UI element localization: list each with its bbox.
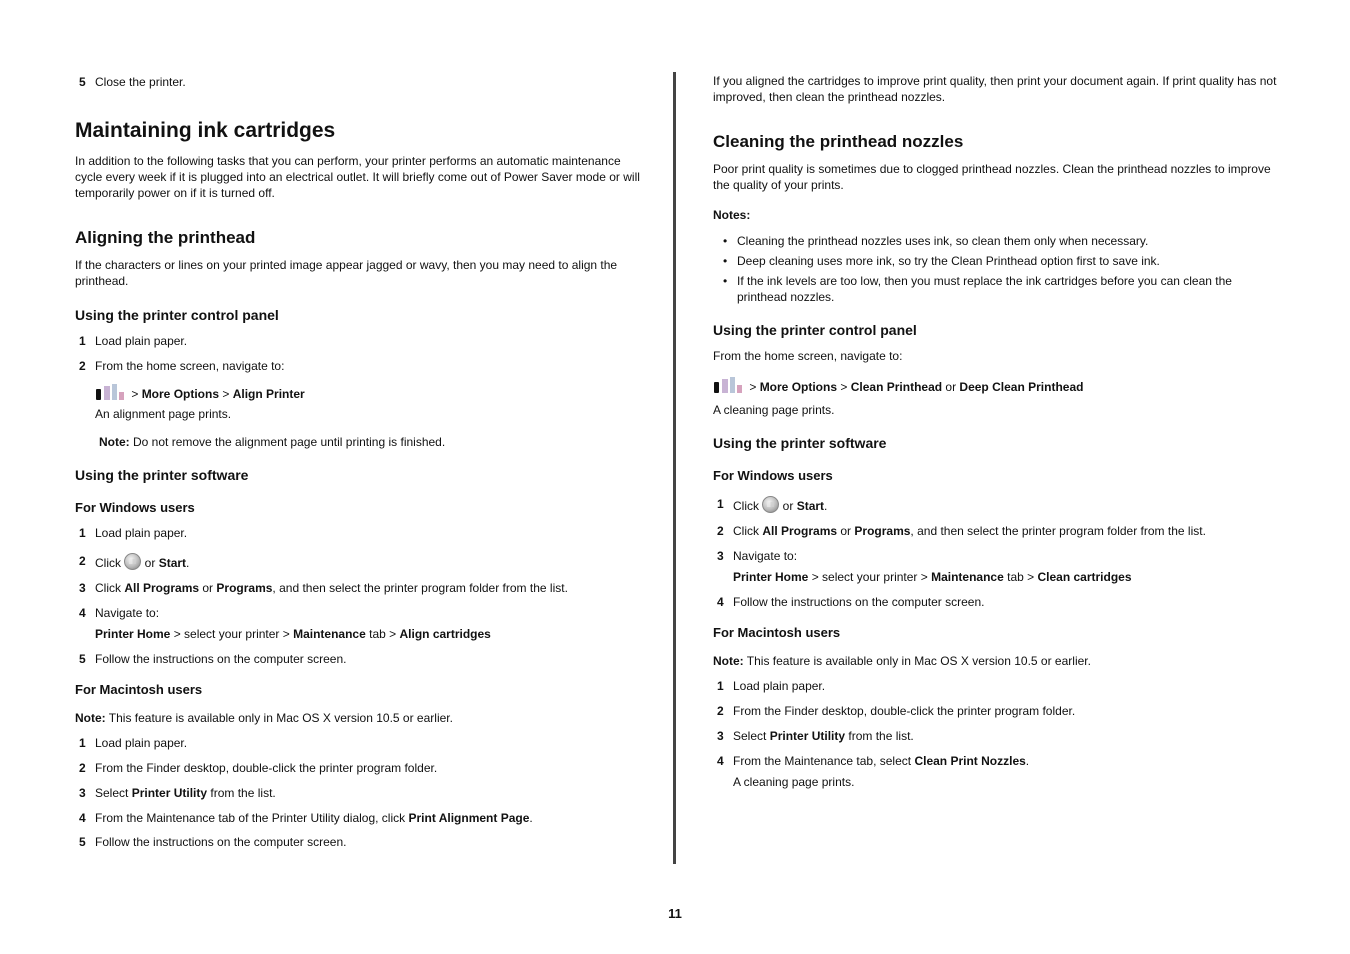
list-item <box>713 728 1278 744</box>
step-text: Load plain paper. <box>95 334 188 348</box>
text-run: This feature is available only in Mac OS X version 10.5 or earlier. <box>743 654 1091 668</box>
text-run: from the list. <box>207 786 276 800</box>
text-run: Programs <box>216 581 273 595</box>
notes-label: Notes: <box>713 208 751 222</box>
cleaning-intro: Poor print quality is sometimes due to clogged printhead nozzles. Clean the printhead nozzles to improve the quality of your prints. <box>713 162 1271 192</box>
text-run: 5 <box>79 835 86 849</box>
text-run: Start <box>796 499 825 513</box>
text-run: . <box>824 499 828 513</box>
text-run: Printer Utility <box>769 729 846 743</box>
column-divider <box>673 72 676 864</box>
text-run: Deep cleaning uses more ink, so try the Clean Printhead option first to save ink. <box>737 254 1160 268</box>
text-run: Follow the instructions on the computer screen. <box>733 595 985 609</box>
text-run: or <box>837 524 855 538</box>
text-run: 3 <box>717 729 724 743</box>
step-number: 2 <box>79 359 86 373</box>
navigation-path <box>713 569 1278 585</box>
text-run: . <box>529 811 533 825</box>
control-panel-ink-icon <box>713 376 743 398</box>
text-run: or <box>779 499 797 513</box>
text-run: 3 <box>79 786 86 800</box>
step-number: 5 <box>79 75 86 89</box>
list-item <box>75 553 640 571</box>
text-run: 1 <box>79 736 86 750</box>
note-text: Do not remove the alignment page until printing is finished. <box>129 435 446 449</box>
text-run: Align Printer <box>232 387 305 401</box>
list-item <box>75 785 640 801</box>
text-run: Follow the instructions on the computer screen. <box>95 835 347 849</box>
align-intro: If the characters or lines on your printed image appear jagged or wavy, then you may need to align the printhead. <box>75 258 618 288</box>
list-item <box>713 273 1278 305</box>
text-run: Navigate to: <box>733 549 798 563</box>
list-item <box>713 594 1278 610</box>
text-run: 1 <box>79 526 86 540</box>
text-run: If the ink levels are too low, then you must replace the ink cartridges before you can clean the printhead nozzles. <box>737 274 1232 304</box>
text-run: Select <box>733 729 770 743</box>
note <box>75 434 640 450</box>
text-run: 3 <box>717 549 724 563</box>
text-run: 4 <box>717 754 724 768</box>
text-run: Clean Print Nozzles <box>914 754 1026 768</box>
list-item <box>713 233 1278 249</box>
text-run: • <box>723 234 728 248</box>
text-run: Load plain paper. <box>95 526 188 540</box>
align-heading: Aligning the printhead <box>75 228 256 247</box>
text-run: Cleaning the printhead nozzles uses ink, so clean them only when necessary. <box>737 234 1149 248</box>
panel-heading: Using the printer control panel <box>713 322 917 338</box>
text-run: 4 <box>79 606 86 620</box>
list-item <box>75 333 640 349</box>
list-item <box>75 580 640 596</box>
text-run: 2 <box>79 761 86 775</box>
text-run: Click <box>733 499 763 513</box>
list-item <box>713 523 1278 539</box>
navigation-path <box>75 626 640 642</box>
text-run: > <box>746 380 760 394</box>
list-item <box>75 651 640 667</box>
step-close-printer <box>75 74 640 90</box>
text-run: from the list. <box>845 729 914 743</box>
text-run: More Options <box>141 387 220 401</box>
text-run: From the Finder desktop, double-click the printer program folder. <box>733 704 1076 718</box>
list-item <box>713 703 1278 719</box>
text-run: 3 <box>79 581 86 595</box>
step-text: From the home screen, navigate to: <box>95 359 285 373</box>
text-run: From the Maintenance tab of the Printer Utility dialog, click <box>95 811 409 825</box>
text-run: More Options <box>759 380 838 394</box>
text-run: Clean cartridges <box>1037 570 1132 584</box>
text-run: 1 <box>717 679 724 693</box>
text-run: tab > <box>365 627 400 641</box>
list-item <box>75 525 640 541</box>
text-run: Click <box>733 524 763 538</box>
text-run: > <box>128 387 142 401</box>
text-run: Printer Home <box>733 570 809 584</box>
intro-paragraph: If you aligned the cartridges to improve print quality, then print your document again. If print quality has not improved, then clean the printhead nozzles. <box>713 74 1277 104</box>
text-run: > select your printer > <box>170 627 294 641</box>
text-run: > select your printer > <box>808 570 932 584</box>
step-number: 1 <box>79 334 86 348</box>
section-intro: In addition to the following tasks that you can perform, your printer performs an automatic maintenance cycle every week if it is plugged into an electrical outlet. It will briefly come out of Power Saver mode or will temporarily power on if it is turned off. <box>75 154 640 200</box>
step-result: A cleaning page prints. <box>733 775 855 789</box>
software-heading: Using the printer software <box>713 435 887 451</box>
text-run: Start <box>158 556 187 570</box>
control-panel-ink-icon <box>95 383 125 405</box>
text-run: Load plain paper. <box>95 736 188 750</box>
text-run: Print Alignment Page <box>408 811 530 825</box>
list-item <box>75 834 640 850</box>
panel-intro: From the home screen, navigate to: <box>713 349 903 363</box>
mac-heading: For Macintosh users <box>75 682 203 697</box>
list-item <box>75 358 640 374</box>
page-number: 11 <box>668 906 682 921</box>
windows-heading: For Windows users <box>75 500 195 515</box>
text-run: Click <box>95 556 125 570</box>
text-run: . <box>186 556 190 570</box>
windows-heading: For Windows users <box>713 468 833 483</box>
note <box>75 710 640 726</box>
cleaning-heading: Cleaning the printhead nozzles <box>713 132 964 151</box>
list-item <box>75 810 640 826</box>
text-run: Select <box>95 786 132 800</box>
list-item <box>75 760 640 776</box>
text-run: > <box>837 380 851 394</box>
text-run: Maintenance <box>293 627 366 641</box>
list-item <box>713 678 1278 694</box>
text-run: Maintenance <box>931 570 1004 584</box>
text-run: tab > <box>1003 570 1038 584</box>
text-run: • <box>723 254 728 268</box>
text-run: 4 <box>717 595 724 609</box>
text-run: or <box>141 556 159 570</box>
step-text: Close the printer. <box>95 75 186 89</box>
navigation-path <box>75 383 640 405</box>
software-heading: Using the printer software <box>75 467 249 483</box>
list-item <box>713 496 1278 514</box>
text-run: Deep Clean Printhead <box>959 380 1084 394</box>
mac-heading: For Macintosh users <box>713 625 841 640</box>
list-item <box>713 753 1278 769</box>
text-run: Follow the instructions on the computer screen. <box>95 652 347 666</box>
text-run: or <box>942 380 960 394</box>
text-run: From the Finder desktop, double-click the printer program folder. <box>95 761 438 775</box>
text-run: Load plain paper. <box>733 679 826 693</box>
text-run: Align cartridges <box>399 627 491 641</box>
text-run: Printer Utility <box>131 786 208 800</box>
text-run: This feature is available only in Mac OS X version 10.5 or earlier. <box>105 711 453 725</box>
text-run: Programs <box>854 524 911 538</box>
text-run: Note: <box>713 654 744 668</box>
panel-result: A cleaning page prints. <box>713 403 835 417</box>
list-item <box>75 605 640 621</box>
text-run: Clean Printhead <box>850 380 943 394</box>
text-run: Click <box>95 581 125 595</box>
list-item <box>713 548 1278 564</box>
text-run: All Programs <box>124 581 200 595</box>
text-run: From the Maintenance tab, select <box>733 754 915 768</box>
section-title: Maintaining ink cartridges <box>75 119 336 142</box>
panel-result: An alignment page prints. <box>95 407 232 421</box>
panel-heading: Using the printer control panel <box>75 307 279 323</box>
text-run: or <box>199 581 217 595</box>
text-run: 4 <box>79 811 86 825</box>
text-run: • <box>723 274 728 288</box>
text-run: 1 <box>717 497 724 511</box>
text-run: Note: <box>75 711 106 725</box>
text-run: 2 <box>717 704 724 718</box>
navigation-path <box>713 376 1278 398</box>
text-run: 2 <box>79 554 86 568</box>
text-run: , and then select the printer program folder from the list. <box>910 524 1206 538</box>
text-run: Navigate to: <box>95 606 160 620</box>
list-item <box>75 735 640 751</box>
text-run: Printer Home <box>95 627 171 641</box>
text-run: . <box>1025 754 1030 768</box>
text-run: , and then select the printer program folder from the list. <box>272 581 568 595</box>
text-run: > <box>219 387 233 401</box>
note <box>713 653 1278 669</box>
list-item <box>713 253 1278 269</box>
text-run: All Programs <box>762 524 838 538</box>
windows-start-icon <box>124 553 141 570</box>
text-run: 5 <box>79 652 86 666</box>
text-run: 2 <box>717 524 724 538</box>
note-label: Note: <box>99 435 130 449</box>
windows-start-icon <box>762 496 779 513</box>
